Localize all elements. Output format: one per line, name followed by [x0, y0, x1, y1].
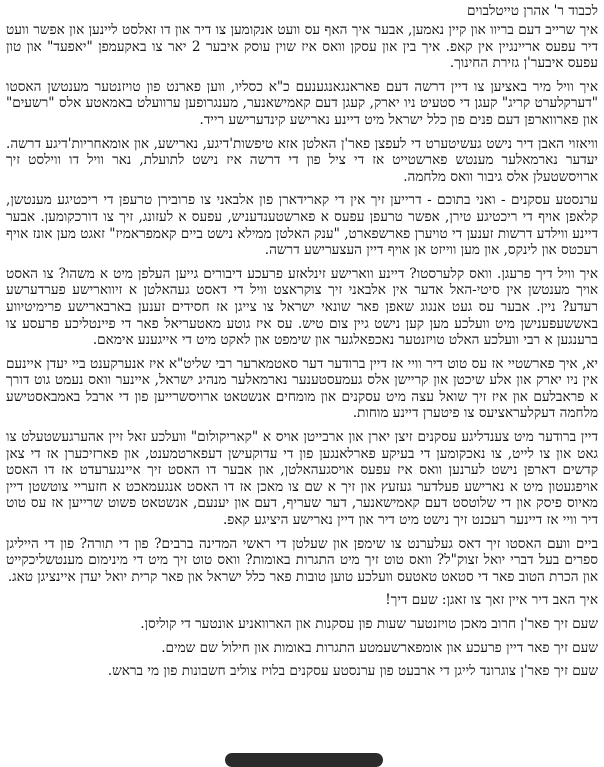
letter-paragraph: ערנסטע עסקנים - ואני בתוכם - דרייען זיך אין די קארידארן פון אלבאני צו פרובירן טרעפן די ריכטיגע מענטשן, קלאפן אויף די ריכטיגע טירן, אפשר טרעפן עפעס א פארשטענדעניש, עפעס א לעזונג, זיך צו דורכקומען. אבער דיינע ווילדע דרשות זענען די טויערן פארשפארט, "ענק האלטן ממילא נישט ביים קאמפראמיז" זאגט מען אונז אויף רעכטס און לינקס, און מען ווייזט אן אויף דיין העצערישע דרשה.	[6, 192, 598, 259]
letter-paragraph: איך וויל מיר באציען צו דיין דרשה דעם פאראנגאנגענעם כ"א כסליו, ווען פארנט פון טויזנטער מענטשן האסטו "דערקלערט קריג" קעגן די סטעיט ניו יארק, קעגן דעם קאמישאנער, מענגרופען ערוועלט באמאטע אלס "רשעים" און פארווארפן דעם פנים פון כלל ישראל מיט דיינע נארישע קינדערישע רייד.	[6, 78, 598, 128]
letter-paragraph: איך וויל דיך פרעגן. וואס קלערסטו? דיינע ווארישע זינלאזע פרעכע דיבורים גייען העלפן מיט א משהו? צו האסט אויך מענטשן אין סיטי-האל אדער אין אלבאני זיך צוקראצט וויל די דאסט געהאלטן א זיווארישע פערדערשע רעדע? ניין. אבער עס געט אנגוג שאפן פאר שונאי ישראל צו צייגן אז חסידים זענען בארבארישע פרימיטיווע באששעפענישן מיט וועלכע מען קען נישט גיין צום טיש. עס איז גוטע מאטעריאל פאר די פיינטליכע פרעסע צו ברענגען א רבי וועלכע האלט טויזנטער נאכפאלגער און שימפט און לאקט מיט די אייגענע אימאם.	[6, 265, 598, 349]
letter-salutation: לכבוד ר' אהרן טייטלבוים	[466, 3, 598, 19]
letter-paragraph: איך שרייב דעם בריוו און קיין נאמען, אבער איך האף עס וועט אנקומען צו דיר און דו זאלסט ליינען און אפשר וועט דיר עפעס אריינגיין אין קאפ. איך בין און עסקן וואס איז שוין עוסק איבער 2 יאר צו באקעמפן "יאפעד" און טון עפעס איבער'ן גזירת החינוך.	[6, 22, 598, 72]
letter-paragraph: איך האב דיר איין זאך צו זאגן: שעם דיך!	[385, 592, 598, 609]
letter-paragraph: וויאזוי האבן דיר נישט געשיטערט די לעפצן פאר'ן האלטן אזא טיפשות'דיגע, נארישע, און אומאחריות'דיגע דרשה. יעדער נארמאלער מענטש פארשטייט אז די ציל פון די דרשה איז נישט לתועלת, נאר וויל דו ווילסט זיך ארויסשטעלן אלס גיבור וואס מלחמה.	[6, 135, 598, 185]
letter-paragraph: יא, איך פארשטיי אז עס טוט דיר וויי אז דיין ברודער דער סאטמארער רבי שליט"א איז אנערקענט ביי יעדן איינעם אין ניו יארק און אלע שיכטן און קריישן אלס געמעסטענער נארמאלער מנהיג ישראל, איינער וואס נעמט גוט דורך א פראבלעם און איז זיך שואל עצה מיט עסקנים און מומחים אנשטאט ארויסשרייען פון די ארבל באמבאסטישע מלחמה דעקלעראציעס צו פיטערן דיינע מוחות.	[6, 355, 598, 422]
letter-paragraph: דיין ברודער מיט צענדליגע עסקנים זיצן יארן און ארבייטן אויס א "קאריקולום" וועלכע זאל זיין אהערגעשטעלט צו גאט און צו לייט, צו נאכקומען די בעיקע פארלאנגען פון די עדוקעישן דעפארטמענט, און פארזיכערן אז די צאן קדשים דארפן נישט לערנען וואס איז עפעס אויסגעהאלטן, און אבער דו האסט זיך איינגערעדט אז דו האסט אויפגעטון מיט א נארישע פעלדער געזעץ און זיך א שם צו מאכן אז דו האסט אנגעמאכט א חזעריי צוטשטן דיין מאיוס פיסק און די שלוטסט דעם קאמישאנער, דער שעריף, דעם און יענעם, אנשטאט פשוט שרייען אז עס טוט דיר וויי אז דיינער רעכנט זיך נישט מיט דיר און דיין נארישע היציגע קאפ.	[6, 429, 598, 529]
letter-paragraph: שעם זיך פאר'ן צוגרונד לייגן די ארבעט פון ערנסטע עסקנים בלויז צוליב חשבונות פון מי בראש.	[107, 663, 598, 680]
scroll-handle[interactable]	[225, 753, 383, 767]
letter-paragraph: שעם זיך פאר'ן חרוב מאכן טויזנטער שעות פון עסקנות און הארוואניע אונטער די קוליסן.	[140, 616, 598, 632]
letter-paragraph: שעם זיך פאר דיין פרעכע און אומפארשעמטע התגרות באומות און חילול שם שמים.	[161, 639, 598, 656]
letter-paragraph: ביים וועם האסטו זיך דאס געלערנט צו שימפן און שעלטן די ראשי המדינה ברבים? פון די תורה? פון די הייליגן ספרים בעל דברי יואל זצוק"ל? וואס טוט זיך מיט התגרות באומות? וואס טוט זיך מיט די מינימום מענטשליכקייט און הכרת הטוב פאר די סטאט טאטעס וועלכע טוען טובות פאר כלל ישראל און פאר קרית יואל יעדן איינציגן טאג.	[6, 535, 598, 585]
